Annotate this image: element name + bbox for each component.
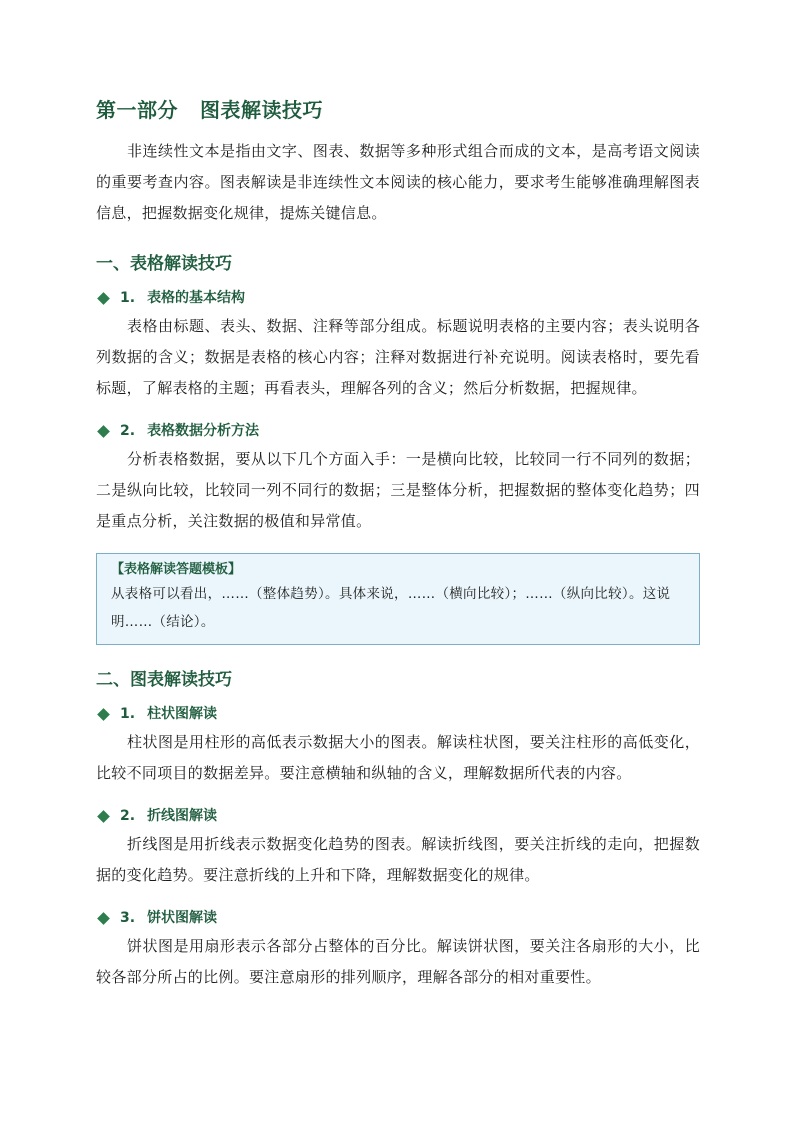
- diamond-bullet-icon: [97, 912, 110, 925]
- subsection-heading: 饼状图解读: [147, 910, 218, 926]
- answer-template-box: [96, 553, 700, 645]
- subsection-heading: 折线图解读: [147, 808, 218, 824]
- subsection-title: [96, 703, 700, 725]
- subsection-heading: 表格数据分析方法: [147, 423, 260, 439]
- diamond-bullet-icon: [97, 292, 110, 305]
- subsection-heading: 柱状图解读: [147, 706, 218, 722]
- subsection-title: [96, 805, 700, 827]
- subsection-title: [96, 907, 700, 929]
- subsection-paragraph: 表格由标题、表头、数据、注释等部分组成。标题说明表格的主要内容；表头说明各列数据的含义；数据是表格的核心内容；注释对数据进行补充说明。阅读表格时，要先看标题，了解表格的主题；再看表头，理解各列的含义；然后分析数据，把握规律。: [96, 317, 700, 397]
- subsection-title: [96, 287, 700, 309]
- template-text: 从表格可以看出，……（整体趋势）。具体来说，……（横向比较）；……（纵向比较）。这说明……（结论）。: [111, 586, 671, 630]
- subsection-paragraph: 饼状图是用扇形表示各部分占整体的百分比。解读饼状图，要关注各扇形的大小，比较各部分所占的比例。要注意扇形的排列顺序，理解各部分的相对重要性。: [96, 937, 700, 986]
- subsection-paragraph: 折线图是用折线表示数据变化趋势的图表。解读折线图，要关注折线的走向，把握数据的变化趋势。要注意折线的上升和下降，理解数据变化的规律。: [96, 835, 700, 884]
- document-content: [96, 94, 700, 993]
- diamond-bullet-icon: [97, 810, 110, 823]
- subsection-number: 2.: [120, 808, 136, 824]
- subsection-paragraph: 柱状图是用柱形的高低表示数据大小的图表。解读柱状图，要关注柱形的高低变化，比较不同项目的数据差异。要注意横轴和纵轴的含义，理解数据所代表的内容。: [96, 733, 700, 782]
- subsection-number: 1.: [120, 290, 136, 306]
- subsection-heading: 表格的基本结构: [147, 290, 246, 306]
- intro-paragraph: 非连续性文本是指由文字、图表、数据等多种形式组合而成的文本，是高考语文阅读的重要考查内容。图表解读是非连续性文本阅读的核心能力，要求考生能够准确理解图表信息，把握数据变化规律，提炼关键信息。: [96, 142, 700, 222]
- subsection-number: 1.: [120, 706, 136, 722]
- part-number: 第一部分: [96, 98, 178, 122]
- subsection-paragraph: 分析表格数据，要从以下几个方面入手：一是横向比较，比较同一行不同列的数据；二是纵向比较，比较同一列不同行的数据；三是整体分析，把握数据的整体变化趋势；四是重点分析，关注数据的极值和异常值。: [96, 450, 700, 530]
- subsection-number: 2.: [120, 423, 136, 439]
- subsection-number: 3.: [120, 910, 136, 926]
- diamond-bullet-icon: [97, 708, 110, 721]
- template-title: 【表格解读答题模板】: [111, 562, 242, 577]
- diamond-bullet-icon: [97, 425, 110, 438]
- subsection-title: [96, 420, 700, 442]
- section-title-charts: 二、图表解读技巧: [96, 670, 232, 690]
- part-title: [96, 94, 700, 126]
- section-title-tables: 一、表格解读技巧: [96, 254, 232, 274]
- part-heading: 图表解读技巧: [200, 98, 323, 122]
